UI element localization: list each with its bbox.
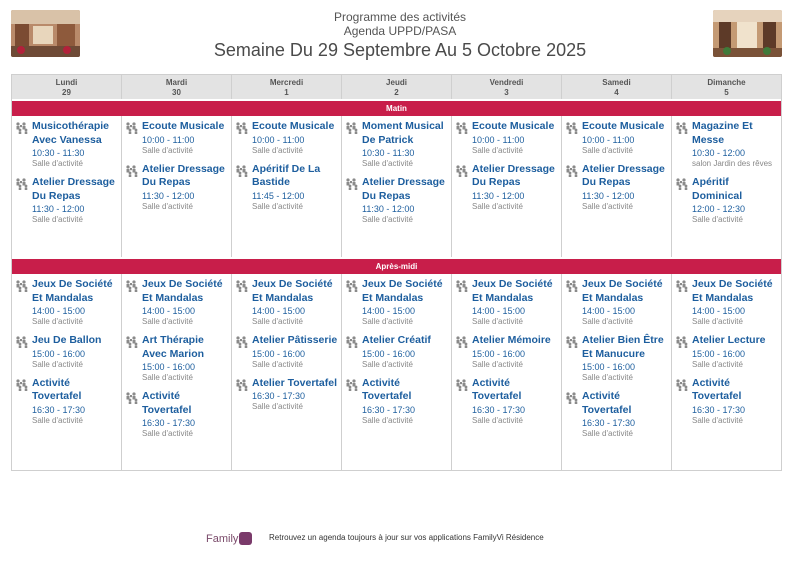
day-cell	[672, 274, 781, 470]
activity-time: 15:00 - 16:00	[252, 348, 306, 359]
group-activity-icon	[235, 163, 252, 212]
activity-place: Salle d'activité	[362, 317, 413, 326]
group-activity-icon	[345, 334, 362, 370]
activity-time: 11:30 - 12:00	[32, 204, 85, 214]
group-activity-icon	[565, 390, 582, 439]
activity-title: Apéritif Dominical	[692, 176, 743, 202]
activity-place: Salle d'activité	[142, 373, 193, 382]
activity-title: Jeux De Société Et Mandalas	[472, 278, 553, 304]
week-title: Semaine Du 29 Septembre Au 5 Octobre 2025	[213, 40, 587, 60]
activity-item	[235, 163, 339, 212]
group-activity-icon	[675, 120, 692, 169]
group-activity-icon	[235, 278, 252, 327]
activity-time: 10:00 - 11:00	[252, 134, 305, 145]
activity-title: Atelier Tovertafel	[252, 376, 337, 389]
day-cell	[232, 274, 342, 470]
activity-title: Ecoute Musicale	[472, 120, 555, 132]
activity-place: Salle d'activité	[472, 359, 523, 369]
group-activity-icon	[455, 278, 472, 327]
activity-time: 16:30 - 17:30	[252, 391, 306, 401]
activity-time: 16:30 - 17:30	[142, 418, 196, 428]
activity-details	[692, 120, 779, 169]
activity-details	[692, 377, 779, 426]
activity-details	[692, 176, 779, 225]
activity-place: Salle d'activité	[692, 317, 743, 326]
activity-time: 14:00 - 15:00	[252, 306, 306, 316]
activity-item	[675, 278, 779, 327]
activity-item	[455, 278, 559, 327]
activity-time: 10:00 - 11:00	[142, 134, 195, 145]
activity-time: 16:30 - 17:30	[472, 404, 526, 415]
day-cell	[562, 116, 672, 257]
activity-time: 15:00 - 16:00	[142, 362, 196, 372]
activity-place: Salle d'activité	[472, 145, 523, 155]
day-cell	[562, 274, 672, 470]
day-header	[452, 75, 562, 99]
activity-time: 14:00 - 15:00	[472, 306, 526, 316]
group-activity-icon	[235, 334, 252, 370]
activity-place: Salle d'activité	[362, 215, 413, 224]
activity-item	[565, 120, 669, 156]
activity-item	[675, 377, 779, 426]
day-number: 2	[394, 88, 399, 97]
day-name: Samedi	[602, 78, 631, 87]
activity-place: Salle d'activité	[142, 429, 193, 438]
activity-details	[472, 334, 559, 370]
activity-place: Salle d'activité	[32, 159, 83, 168]
group-activity-icon	[15, 176, 32, 225]
activity-item	[345, 334, 449, 370]
day-number: 3	[504, 88, 509, 97]
activity-time: 15:00 - 16:00	[32, 348, 86, 359]
activity-details	[362, 334, 449, 370]
activity-title: Atelier Dressage Du Repas	[32, 176, 115, 202]
activity-item	[565, 334, 669, 383]
activity-place: Salle d'activité	[692, 359, 743, 369]
activity-title: Ecoute Musicale	[142, 120, 225, 132]
day-header	[672, 75, 781, 99]
activity-time: 10:00 - 11:00	[582, 134, 635, 145]
activity-item	[15, 120, 119, 169]
activity-details	[362, 176, 449, 225]
group-activity-icon	[675, 278, 692, 327]
activity-item	[235, 334, 339, 370]
activity-item	[455, 377, 559, 426]
activity-details	[252, 377, 339, 413]
activity-place: salon Jardin des rêves	[692, 159, 773, 168]
activity-item	[345, 377, 449, 426]
activity-title: Atelier Mémoire	[472, 334, 551, 346]
activity-item	[565, 390, 669, 439]
activity-item	[235, 377, 339, 413]
day-cell	[12, 116, 122, 257]
day-name: Mercredi	[269, 78, 304, 87]
group-activity-icon	[15, 377, 32, 426]
activity-title: Atelier Bien Être Et Manucure	[582, 334, 664, 360]
activity-item	[125, 390, 229, 439]
activity-title: Jeux De Société Et Mandalas	[32, 278, 113, 304]
activity-details	[472, 120, 559, 156]
activity-details	[32, 278, 119, 327]
activity-place: Salle d'activité	[472, 415, 523, 425]
section-band: Matin	[12, 101, 781, 116]
section-row	[12, 116, 781, 257]
activity-place: Salle d'activité	[582, 145, 633, 155]
group-activity-icon	[15, 278, 32, 327]
group-activity-icon	[675, 334, 692, 370]
group-activity-icon	[125, 163, 142, 212]
activity-title: Activité Tovertafel	[362, 376, 412, 402]
day-header	[232, 75, 342, 99]
familyvi-logo	[206, 532, 252, 545]
activity-title: Activité Tovertafel	[582, 390, 632, 416]
activity-place: Salle d'activité	[32, 415, 83, 425]
group-activity-icon	[565, 278, 582, 327]
day-header	[562, 75, 672, 99]
residence-photo-right	[713, 10, 782, 57]
activity-item	[345, 176, 449, 225]
activity-place: Salle d'activité	[692, 415, 743, 425]
activity-title: Ecoute Musicale	[252, 120, 335, 132]
activity-time: 10:00 - 11:00	[472, 134, 525, 145]
day-name: Mardi	[165, 78, 188, 87]
activity-details	[32, 334, 119, 370]
activity-place: Salle d'activité	[32, 359, 83, 369]
day-header	[122, 75, 232, 99]
activity-title: Atelier Pâtisserie	[252, 334, 338, 346]
day-name: Jeudi	[386, 78, 407, 87]
activity-place: Salle d'activité	[582, 373, 633, 382]
day-header	[12, 75, 122, 99]
group-activity-icon	[565, 163, 582, 212]
activity-title: Magazine Et Messe	[692, 120, 753, 146]
activity-item	[15, 176, 119, 225]
group-activity-icon	[455, 334, 472, 370]
activity-time: 10:30 - 12:00	[692, 148, 746, 158]
activity-time: 15:00 - 16:00	[362, 348, 416, 359]
day-cell	[342, 116, 452, 257]
group-activity-icon	[455, 163, 472, 212]
section-row	[12, 274, 781, 470]
activity-title: Jeux De Société Et Mandalas	[252, 278, 333, 304]
activity-details	[252, 278, 339, 327]
activity-item	[675, 176, 779, 225]
activity-details	[692, 334, 779, 370]
activity-time: 10:30 - 11:30	[362, 148, 415, 158]
activity-details	[472, 163, 559, 212]
activity-item	[235, 278, 339, 327]
activity-time: 11:30 - 12:00	[142, 190, 195, 201]
activity-time: 14:00 - 15:00	[32, 306, 86, 316]
activity-details	[582, 163, 669, 212]
activity-details	[582, 278, 669, 327]
day-header-row	[12, 75, 781, 99]
activity-details	[142, 163, 229, 212]
activity-item	[455, 120, 559, 156]
activity-place: Salle d'activité	[582, 429, 633, 438]
activity-place: Salle d'activité	[252, 201, 303, 211]
activity-item	[125, 120, 229, 156]
day-cell	[232, 116, 342, 257]
activity-details	[582, 334, 669, 383]
activity-details	[252, 163, 339, 212]
activity-time: 14:00 - 15:00	[362, 306, 416, 316]
day-number: 30	[172, 88, 181, 97]
activity-title: Activité Tovertafel	[472, 376, 522, 402]
logo-mark-icon	[239, 532, 252, 545]
group-activity-icon	[675, 176, 692, 225]
activity-place: Salle d'activité	[142, 201, 193, 211]
activity-title: Atelier Dressage Du Repas	[362, 176, 445, 202]
activity-details	[252, 334, 339, 370]
day-number: 4	[614, 88, 619, 97]
activity-details	[32, 176, 119, 225]
activity-place: Salle d'activité	[472, 317, 523, 326]
group-activity-icon	[15, 334, 32, 370]
weekly-agenda-table	[11, 74, 782, 471]
activity-item	[125, 163, 229, 212]
activity-title: Ecoute Musicale	[582, 120, 665, 132]
activity-title: Art Thérapie Avec Marion	[142, 334, 205, 360]
document-title: Programme des activités	[333, 10, 467, 24]
activity-details	[142, 334, 229, 383]
activity-title: Atelier Dressage Du Repas	[582, 162, 665, 188]
activity-title: Moment Musical De Patrick	[362, 120, 444, 146]
activity-title: Atelier Dressage Du Repas	[472, 162, 555, 188]
activity-item	[125, 334, 229, 383]
activity-item	[455, 163, 559, 212]
activity-place: Salle d'activité	[142, 317, 193, 326]
activity-item	[565, 163, 669, 212]
day-cell	[452, 274, 562, 470]
group-activity-icon	[345, 176, 362, 225]
day-cell	[12, 274, 122, 470]
activity-place: Salle d'activité	[582, 201, 633, 211]
activity-place: Salle d'activité	[252, 359, 303, 369]
activity-time: 11:30 - 12:00	[362, 204, 415, 214]
activity-title: Jeux De Société Et Mandalas	[692, 278, 773, 304]
group-activity-icon	[675, 377, 692, 426]
activity-time: 15:00 - 16:00	[472, 348, 526, 359]
activity-time: 15:00 - 16:00	[582, 362, 636, 372]
activity-details	[472, 377, 559, 426]
activity-title: Apéritif De La Bastide	[252, 162, 321, 188]
logo-text: Family	[206, 533, 239, 545]
activity-details	[362, 377, 449, 426]
activity-title: Activité Tovertafel	[32, 376, 82, 402]
group-activity-icon	[455, 120, 472, 156]
activity-item	[15, 377, 119, 426]
group-activity-icon	[125, 334, 142, 383]
day-cell	[342, 274, 452, 470]
activity-time: 11:30 - 12:00	[472, 190, 525, 201]
activity-title: Jeux De Société Et Mandalas	[142, 278, 223, 304]
day-header	[342, 75, 452, 99]
group-activity-icon	[235, 377, 252, 413]
activity-title: Activité Tovertafel	[692, 376, 742, 402]
document-subtitle: Agenda UPPD/PASA	[343, 24, 457, 38]
activity-title: Activité Tovertafel	[142, 390, 192, 416]
activity-item	[125, 278, 229, 327]
activity-title: Atelier Dressage Du Repas	[142, 162, 225, 188]
day-name: Dimanche	[707, 78, 746, 87]
activity-time: 10:30 - 11:30	[32, 148, 85, 158]
activity-details	[142, 390, 229, 439]
activity-time: 12:00 - 12:30	[692, 204, 746, 214]
day-number: 5	[724, 88, 729, 97]
activity-item	[675, 334, 779, 370]
activity-place: Salle d'activité	[692, 215, 743, 224]
activity-time: 11:45 - 12:00	[252, 190, 305, 201]
activity-details	[692, 278, 779, 327]
activity-place: Salle d'activité	[362, 159, 413, 168]
activity-details	[362, 278, 449, 327]
activity-time: 16:30 - 17:30	[692, 404, 746, 415]
activity-place: Salle d'activité	[32, 215, 83, 224]
activity-title: Atelier Créatif	[362, 334, 431, 346]
footer-text: Retrouvez un agenda toujours à jour sur vos applications FamilyVi Résidence	[269, 533, 544, 542]
activity-details	[582, 390, 669, 439]
group-activity-icon	[125, 278, 142, 327]
group-activity-icon	[345, 120, 362, 169]
activity-item	[15, 278, 119, 327]
activity-place: Salle d'activité	[32, 317, 83, 326]
activity-details	[252, 120, 339, 156]
activity-place: Salle d'activité	[582, 317, 633, 326]
activity-details	[142, 120, 229, 156]
activity-time: 11:30 - 12:00	[582, 190, 635, 201]
section-band: Après-midi	[12, 259, 781, 274]
activity-item	[565, 278, 669, 327]
activity-details	[472, 278, 559, 327]
activity-place: Salle d'activité	[252, 317, 303, 326]
activity-place: Salle d'activité	[362, 359, 413, 369]
day-name: Lundi	[55, 78, 78, 87]
activity-details	[142, 278, 229, 327]
activity-place: Salle d'activité	[472, 201, 523, 211]
activity-time: 14:00 - 15:00	[142, 306, 196, 316]
activity-title: Jeux De Société Et Mandalas	[362, 278, 443, 304]
activity-item	[345, 278, 449, 327]
day-number: 1	[284, 88, 289, 97]
group-activity-icon	[15, 120, 32, 169]
activity-title: Jeu De Ballon	[32, 334, 102, 346]
activity-item	[235, 120, 339, 156]
group-activity-icon	[125, 390, 142, 439]
activity-item	[455, 334, 559, 370]
residence-photo-left	[11, 10, 80, 57]
activity-time: 14:00 - 15:00	[582, 306, 636, 316]
day-cell	[452, 116, 562, 257]
day-cell	[122, 116, 232, 257]
activity-place: Salle d'activité	[362, 415, 413, 425]
activity-details	[362, 120, 449, 169]
activity-place: Salle d'activité	[142, 145, 193, 155]
group-activity-icon	[565, 120, 582, 156]
group-activity-icon	[455, 377, 472, 426]
group-activity-icon	[235, 120, 252, 156]
activity-details	[32, 120, 119, 169]
activity-time: 14:00 - 15:00	[692, 306, 746, 316]
activity-item	[675, 120, 779, 169]
activity-time: 16:30 - 17:30	[32, 404, 86, 415]
day-number: 29	[62, 88, 71, 97]
activity-time: 16:30 - 17:30	[582, 418, 636, 428]
activity-place: Salle d'activité	[252, 402, 303, 411]
group-activity-icon	[565, 334, 582, 383]
activity-details	[32, 377, 119, 426]
activity-title: Musicothérapie Avec Vanessa	[32, 120, 110, 146]
activity-title: Jeux De Société Et Mandalas	[582, 278, 663, 304]
group-activity-icon	[125, 120, 142, 156]
activity-details	[582, 120, 669, 156]
group-activity-icon	[345, 377, 362, 426]
activity-time: 16:30 - 17:30	[362, 404, 416, 415]
group-activity-icon	[345, 278, 362, 327]
activity-place: Salle d'activité	[252, 145, 303, 155]
activity-time: 15:00 - 16:00	[692, 348, 746, 359]
footer	[0, 529, 800, 549]
activity-title: Atelier Lecture	[692, 334, 766, 346]
activity-item	[345, 120, 449, 169]
activity-item	[15, 334, 119, 370]
day-cell	[122, 274, 232, 470]
day-cell	[672, 116, 781, 257]
page-header	[140, 10, 660, 61]
day-name: Vendredi	[489, 78, 524, 87]
